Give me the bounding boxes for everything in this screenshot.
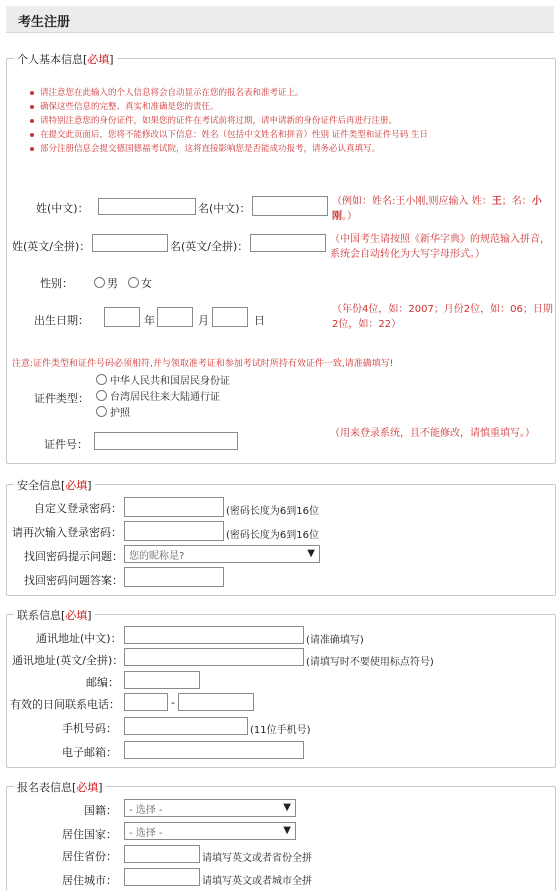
password-label: 自定义登录密码： [34,502,122,515]
surname-cn-input[interactable] [98,198,196,215]
security-question-select[interactable]: 您的昵称是? ▼ [124,545,320,563]
id-warning: 注意:证件类型和证件号码必须相符,并与领取准考证和参加考试时所持有效证件一致,请准确填写! [12,359,394,369]
password-confirm-input[interactable] [124,521,224,541]
mobile-label: 手机号码： [62,722,117,735]
gender-male-radio[interactable] [94,277,105,288]
dob-month-label: 月 [198,314,209,327]
zip-input[interactable] [124,671,200,689]
residence-country-label: 居住国家： [62,828,117,841]
name-cn-hint: （例如：姓名:王小刚,则应输入 姓：王；名：小刚。） [332,196,542,222]
gender-label: 性别： [40,277,73,290]
zip-label: 邮编： [86,676,119,689]
city-label: 居住城市： [62,874,117,887]
residence-country-select[interactable]: - 选择 - ▼ [124,822,296,840]
notice-item: 请注意您在此输入的个人信息将会自动显示在您的报名表和准考证上。 [28,86,528,100]
id-type-radio-passport[interactable] [96,406,107,417]
chevron-down-icon: ▼ [283,825,291,836]
id-type-option-taiwan: 台湾居民往来大陆通行证 [110,392,220,403]
security-answer-input[interactable] [124,567,224,587]
id-type-option-passport: 护照 [110,408,130,419]
given-en-input[interactable] [250,234,326,252]
dob-day-input[interactable] [212,307,248,327]
dob-month-input[interactable] [157,307,193,327]
gender-male-label: 男 [107,277,118,290]
address-cn-input[interactable] [124,626,304,644]
dob-year-input[interactable] [104,307,140,327]
given-cn-input[interactable] [252,196,328,216]
phone-area-input[interactable] [124,693,168,711]
id-number-label: 证件号： [44,438,88,451]
given-en-label: 名(英文/全拼)： [170,240,249,253]
password-hint: (密码长度为6到16位 [226,506,319,517]
id-type-option-idcard: 中华人民共和国居民身份证 [110,376,230,387]
email-label: 电子邮箱： [62,746,117,759]
given-cn-label: 名(中文)： [198,202,251,215]
id-type-radio-idcard[interactable] [96,374,107,385]
name-en-hint: （中国考生请按照《新华字典》的规范输入拼音，系统会自动转化为大写字母形式。） [330,234,550,260]
mobile-hint: (11位手机号) [250,725,311,736]
page-header [6,6,554,33]
dob-hint: （年份4位，如：2007；月份2位，如：06；日期2位，如：22） [332,304,553,330]
notice-item: 确保这些信息的完整、真实和准确是您的责任。 [28,100,528,114]
province-hint: 请填写英文或者省份全拼 [202,853,312,864]
page-title: 考生注册 [18,15,71,30]
phone-number-input[interactable] [178,693,254,711]
notice-item: 请特别注意您的身份证件，如果您的证件在考试前将过期，请申请新的身份证件后再进行注册。 [28,114,528,128]
nationality-select[interactable]: - 选择 - ▼ [124,799,296,817]
password-confirm-label: 请再次输入登录密码： [12,526,122,539]
address-en-label: 通讯地址(英文/全拼)： [12,654,124,667]
chevron-down-icon: ▼ [307,548,315,559]
surname-cn-label: 姓(中文)： [36,202,89,215]
dob-day-label: 日 [254,314,265,327]
notice-item: 部分注册信息会提交德国德福考试院，这将直接影响您是否能成功报考，请务必认真填写。 [28,142,528,156]
id-type-radio-taiwan[interactable] [96,390,107,401]
contact-legend: 联系信息[必填] [14,607,95,623]
password-input[interactable] [124,497,224,517]
security-answer-label: 找回密码问题答案： [24,574,123,587]
notice-list [28,86,528,156]
id-number-input[interactable] [94,432,238,450]
personal-info-legend: 个人基本信息[必填] [14,51,117,67]
address-cn-hint: (请准确填写) [306,635,364,646]
address-en-input[interactable] [124,648,304,666]
id-type-label: 证件类型： [34,392,89,405]
address-cn-label: 通讯地址(中文)： [36,632,122,645]
notice-item: 在提交此页面后，您将不能修改以下信息：姓名（包括中文姓名和拼音）性别 证件类型和证件号码 生日 [28,128,528,142]
city-hint: 请填写英文或者城市全拼 [202,876,312,887]
gender-female-label: 女 [141,277,152,290]
id-number-hint: （用来登录系统，且不能修改，请慎重填写。） [330,428,535,439]
province-label: 居住省份： [62,850,117,863]
gender-female-radio[interactable] [128,277,139,288]
security-legend: 安全信息[必填] [14,477,95,493]
dob-year-label: 年 [144,314,155,327]
email-input[interactable] [124,741,304,759]
mobile-input[interactable] [124,717,248,735]
security-question-label: 找回密码提示问题： [24,550,123,563]
city-input[interactable] [124,868,200,886]
nationality-label: 国籍： [84,804,117,817]
dob-label: 出生日期： [34,314,89,327]
chevron-down-icon: ▼ [283,802,291,813]
address-en-hint: (请填写时不要使用标点符号) [306,657,434,668]
surname-en-input[interactable] [92,234,168,252]
registration-legend: 报名表信息[必填] [14,779,106,795]
phone-separator: - [171,696,175,709]
surname-en-label: 姓(英文/全拼)： [12,240,91,253]
password-confirm-hint: (密码长度为6到16位 [226,530,319,541]
province-input[interactable] [124,845,200,863]
phone-label: 有效的日间联系电话： [10,698,120,711]
